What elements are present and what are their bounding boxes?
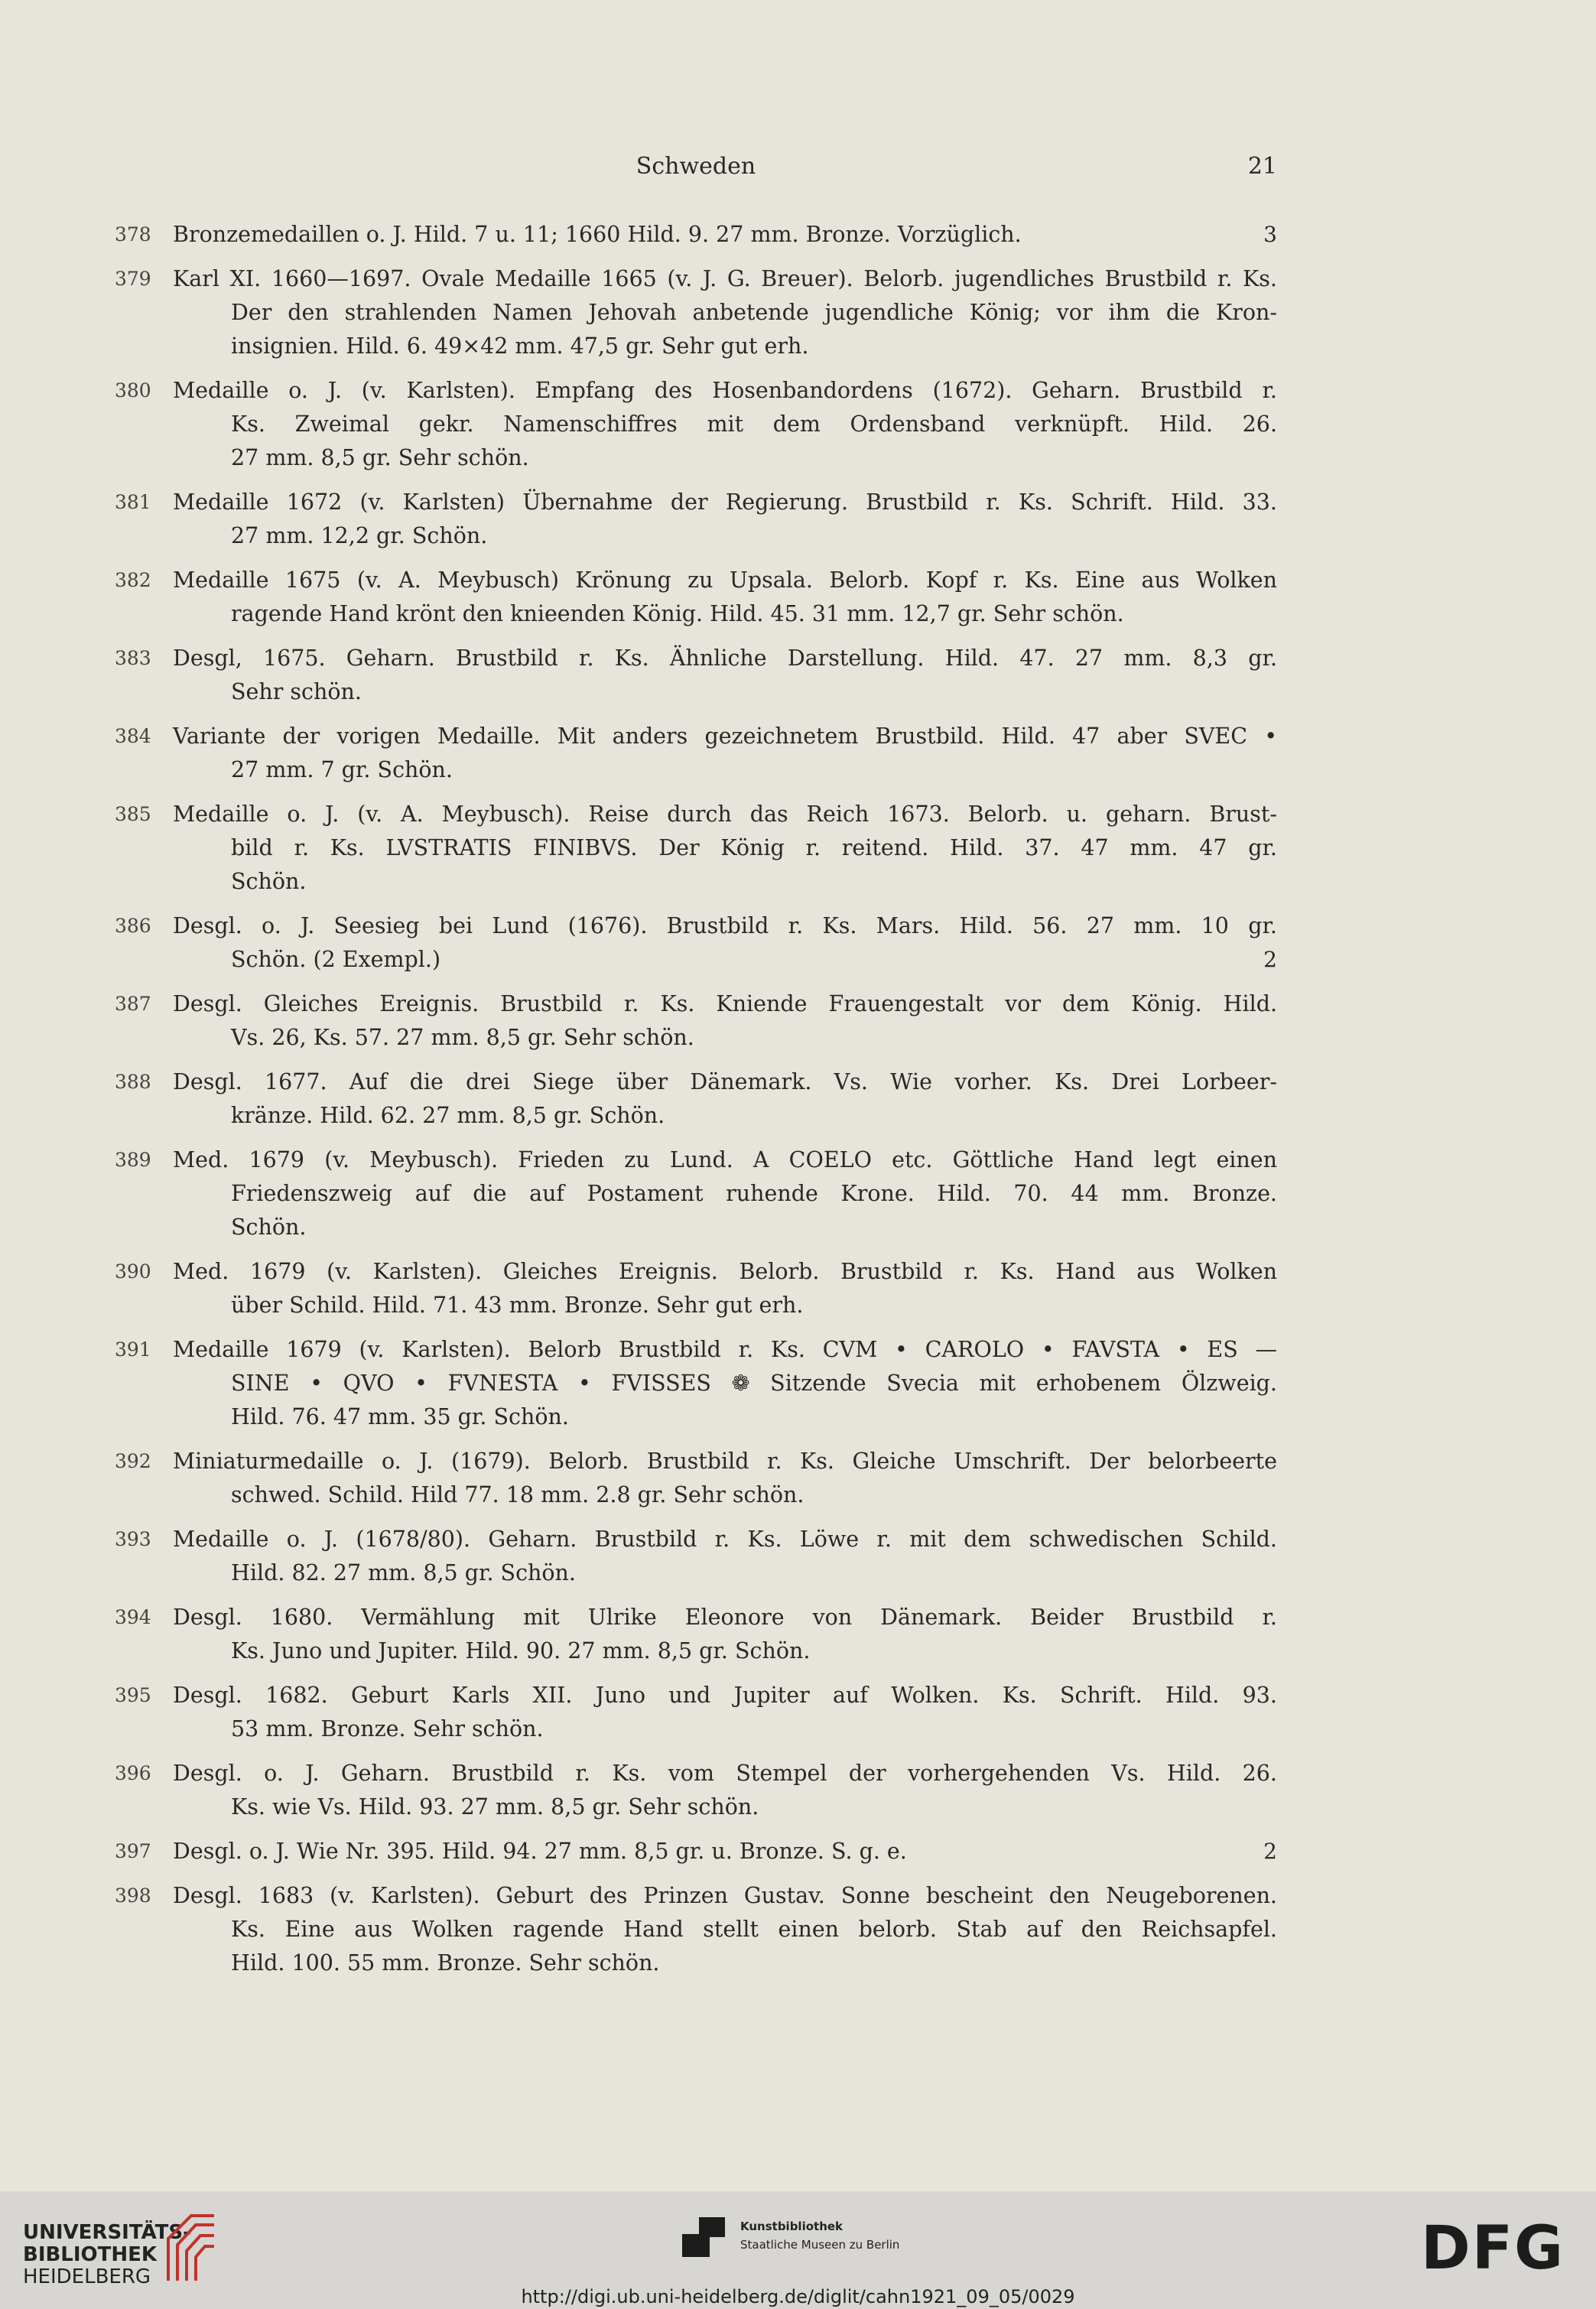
entry-number: 393 bbox=[115, 1528, 151, 1550]
source-url[interactable]: http://digi.ub.uni-heidelberg.de/diglit/cahn1921_09_05/0029 bbox=[521, 2286, 1075, 2307]
catalog-entry bbox=[115, 1835, 1277, 1868]
entry-text-line: 53 mm. Bronze. Sehr schön. bbox=[231, 1716, 544, 1742]
catalog-entry bbox=[115, 1757, 1277, 1824]
entry-text-line: 27 mm. 8,5 gr. Sehr schön. bbox=[231, 445, 529, 470]
running-header bbox=[115, 153, 1277, 191]
entry-quantity: 2 bbox=[1263, 1839, 1277, 1864]
page-number: 21 bbox=[1247, 153, 1277, 180]
entry-text-line: Desgl. 1683 (v. Karlsten). Geburt des Prinzen Gustav. Sonne bescheint den Neugeborenen. bbox=[173, 1883, 1277, 1908]
entry-number: 387 bbox=[115, 993, 151, 1015]
entry-text-line: 27 mm. 7 gr. Schön. bbox=[231, 757, 453, 782]
entry-number: 380 bbox=[115, 379, 151, 402]
entry-number: 395 bbox=[115, 1684, 151, 1706]
kb-line-1: Kunstbibliothek bbox=[740, 2220, 844, 2233]
catalog-entry bbox=[115, 1255, 1277, 1322]
entry-text-line: bild r. Ks. LVSTRATIS FINIBVS. Der König r. reitend. Hild. 37. 47 mm. 47 gr. bbox=[231, 835, 1277, 860]
entry-text-line: Desgl. 1680. Vermählung mit Ulrike Eleonore von Dänemark. Beider Brustbild r. bbox=[173, 1605, 1277, 1630]
entry-text-line: Desgl, 1675. Geharn. Brustbild r. Ks. Ähnliche Darstellung. Hild. 47. 27 mm. 8,3 gr. bbox=[173, 646, 1277, 671]
entry-number: 382 bbox=[115, 569, 151, 591]
catalog-entry bbox=[115, 1523, 1277, 1590]
entry-text-line: Desgl. o. J. Geharn. Brustbild r. Ks. vom Stempel der vorhergehenden Vs. Hild. 26. bbox=[173, 1761, 1277, 1786]
catalog-entry bbox=[115, 642, 1277, 709]
entry-quantity: 3 bbox=[1263, 222, 1277, 247]
entry-text-line: Sehr schön. bbox=[231, 679, 362, 704]
entry-number: 389 bbox=[115, 1149, 151, 1171]
entry-text-line: Ks. Zweimal gekr. Namenschiffres mit dem Ordensband verknüpft. Hild. 26. bbox=[231, 411, 1277, 437]
entry-number: 381 bbox=[115, 491, 151, 513]
entry-text-line: Desgl. o. J. Wie Nr. 395. Hild. 94. 27 mm. 8,5 gr. u. Bronze. S. g. e. bbox=[173, 1839, 907, 1864]
entry-number: 385 bbox=[115, 803, 151, 825]
catalog-entry bbox=[115, 1333, 1277, 1434]
entry-text-line: Desgl. o. J. Seesieg bei Lund (1676). Brustbild r. Ks. Mars. Hild. 56. 27 mm. 10 gr. bbox=[173, 913, 1277, 938]
catalog-entries bbox=[115, 218, 1277, 1991]
catalog-entry bbox=[115, 218, 1277, 252]
dfg-logo: DFG bbox=[1421, 2214, 1565, 2283]
entry-number: 398 bbox=[115, 1885, 151, 1907]
ub-line-1: UNIVERSITÄTS- bbox=[23, 2221, 191, 2244]
entry-text-line: Med. 1679 (v. Karlsten). Gleiches Ereignis. Belorb. Brustbild r. Ks. Hand aus Wolken bbox=[173, 1259, 1277, 1284]
catalog-entry bbox=[115, 374, 1277, 475]
catalog-entry bbox=[115, 1879, 1277, 1980]
page-title: Schweden bbox=[635, 153, 756, 180]
entry-text-line: Hild. 100. 55 mm. Bronze. Sehr schön. bbox=[231, 1950, 660, 1976]
entry-text-line: kränze. Hild. 62. 27 mm. 8,5 gr. Schön. bbox=[231, 1103, 665, 1128]
kb-line-2: Staatliche Museen zu Berlin bbox=[740, 2238, 900, 2252]
catalog-entry bbox=[115, 720, 1277, 787]
entry-text-line: Der den strahlenden Namen Jehovah anbetende jugendliche König; vor ihm die Kron- bbox=[231, 300, 1277, 325]
entry-number: 392 bbox=[115, 1450, 151, 1472]
catalog-entry bbox=[115, 909, 1277, 977]
entry-text-line: Desgl. Gleiches Ereignis. Brustbild r. Ks. Kniende Frauengestalt vor dem König. Hild. bbox=[173, 991, 1277, 1016]
entry-text-line: Med. 1679 (v. Meybusch). Frieden zu Lund. A COELO etc. Göttliche Hand legt einen bbox=[173, 1147, 1277, 1172]
entry-number: 383 bbox=[115, 647, 151, 669]
entry-number: 378 bbox=[115, 223, 151, 246]
entry-text-line: SINE • QVO • FVNESTA • FVISSES ❁ Sitzende Svecia mit erhobenem Ölzweig. bbox=[231, 1371, 1277, 1396]
entry-text-line: Hild. 82. 27 mm. 8,5 gr. Schön. bbox=[231, 1560, 576, 1585]
footer-bar bbox=[0, 2191, 1596, 2309]
catalog-entry bbox=[115, 987, 1277, 1055]
entry-number: 379 bbox=[115, 268, 151, 290]
catalog-entry bbox=[115, 798, 1277, 899]
entry-text-line: Medaille 1675 (v. A. Meybusch) Krönung zu Upsala. Belorb. Kopf r. Ks. Eine aus Wolken bbox=[173, 567, 1277, 593]
entry-number: 396 bbox=[115, 1762, 151, 1784]
entry-text-line: Desgl. 1682. Geburt Karls XII. Juno und Jupiter auf Wolken. Ks. Schrift. Hild. 93. bbox=[173, 1683, 1277, 1708]
entry-number: 397 bbox=[115, 1840, 151, 1862]
entry-text-line: über Schild. Hild. 71. 43 mm. Bronze. Sehr gut erh. bbox=[231, 1293, 804, 1318]
entry-number: 394 bbox=[115, 1606, 151, 1628]
entry-number: 388 bbox=[115, 1071, 151, 1093]
catalog-entry bbox=[115, 1143, 1277, 1244]
entry-text-line: 27 mm. 12,2 gr. Schön. bbox=[231, 523, 488, 548]
entry-text-line: Vs. 26, Ks. 57. 27 mm. 8,5 gr. Sehr schön. bbox=[231, 1025, 694, 1050]
entry-text-line: Variante der vorigen Medaille. Mit anders gezeichnetem Brustbild. Hild. 47 aber SVEC • bbox=[173, 724, 1277, 749]
entry-text-line: Medaille o. J. (v. Karlsten). Empfang des Hosenbandordens (1672). Geharn. Brustbild r. bbox=[173, 378, 1277, 403]
entry-text-line: Desgl. 1677. Auf die drei Siege über Dänemark. Vs. Wie vorher. Ks. Drei Lorbeer- bbox=[173, 1069, 1277, 1094]
entry-quantity: 2 bbox=[1263, 947, 1277, 972]
entry-text-line: Medaille 1679 (v. Karlsten). Belorb Brustbild r. Ks. CVM • CAROLO • FAVSTA • ES — bbox=[173, 1337, 1277, 1362]
entry-text-line: Karl XI. 1660—1697. Ovale Medaille 1665 (v. J. G. Breuer). Belorb. jugendliches Brustbild r. Ks. bbox=[173, 266, 1277, 291]
entry-text-line: Miniaturmedaille o. J. (1679). Belorb. Brustbild r. Ks. Gleiche Umschrift. Der belorbeerte bbox=[173, 1449, 1277, 1474]
ub-heidelberg-logo-icon bbox=[161, 2208, 222, 2285]
ub-line-2: BIBLIOTHEK bbox=[23, 2243, 158, 2266]
entry-text-line: Ks. wie Vs. Hild. 93. 27 mm. 8,5 gr. Sehr schön. bbox=[231, 1794, 759, 1820]
entry-text-line: schwed. Schild. Hild 77. 18 mm. 2.8 gr. Sehr schön. bbox=[231, 1482, 805, 1507]
entry-text-line: insignien. Hild. 6. 49×42 mm. 47,5 gr. Sehr gut erh. bbox=[231, 333, 809, 359]
catalog-entry bbox=[115, 262, 1277, 363]
entry-text-line: Schön. bbox=[231, 1215, 307, 1240]
catalog-entry bbox=[115, 1601, 1277, 1668]
entry-text-line: Medaille o. J. (v. A. Meybusch). Reise durch das Reich 1673. Belorb. u. geharn. Brust- bbox=[173, 802, 1277, 827]
entry-text-line: Schön. bbox=[231, 869, 307, 894]
entry-text-line: Medaille 1672 (v. Karlsten) Übernahme der Regierung. Brustbild r. Ks. Schrift. Hild. 33. bbox=[173, 489, 1277, 515]
entry-text-line: ragende Hand krönt den knieenden König. Hild. 45. 31 mm. 12,7 gr. Sehr schön. bbox=[231, 601, 1124, 626]
entry-text-line: Medaille o. J. (1678/80). Geharn. Brustbild r. Ks. Löwe r. mit dem schwedischen Schild. bbox=[173, 1527, 1277, 1552]
entry-text-line: Ks. Eine aus Wolken ragende Hand stellt einen belorb. Stab auf den Reichsapfel. bbox=[231, 1917, 1277, 1942]
entry-text-line: Bronzemedaillen o. J. Hild. 7 u. 11; 1660 Hild. 9. 27 mm. Bronze. Vorzüglich. bbox=[173, 222, 1022, 247]
entry-number: 391 bbox=[115, 1338, 151, 1361]
catalog-entry bbox=[115, 1679, 1277, 1746]
kunstbibliothek-text bbox=[740, 2217, 899, 2254]
catalog-entry bbox=[115, 1065, 1277, 1133]
entry-number: 390 bbox=[115, 1260, 151, 1283]
entry-text-line: Ks. Juno und Jupiter. Hild. 90. 27 mm. 8,5 gr. Schön. bbox=[231, 1638, 811, 1663]
entry-text-line: Schön. (2 Exempl.) bbox=[231, 947, 441, 972]
entry-text-line: Hild. 76. 47 mm. 35 gr. Schön. bbox=[231, 1404, 569, 1429]
catalog-entry bbox=[115, 1445, 1277, 1512]
catalog-entry bbox=[115, 486, 1277, 553]
entry-number: 386 bbox=[115, 915, 151, 937]
entry-number: 384 bbox=[115, 725, 151, 747]
catalog-entry bbox=[115, 564, 1277, 631]
entry-text-line: Friedenszweig auf die auf Postament ruhende Krone. Hild. 70. 44 mm. Bronze. bbox=[231, 1181, 1277, 1206]
kunstbibliothek-logo-icon bbox=[679, 2214, 728, 2260]
ub-line-3: HEIDELBERG bbox=[23, 2265, 151, 2288]
